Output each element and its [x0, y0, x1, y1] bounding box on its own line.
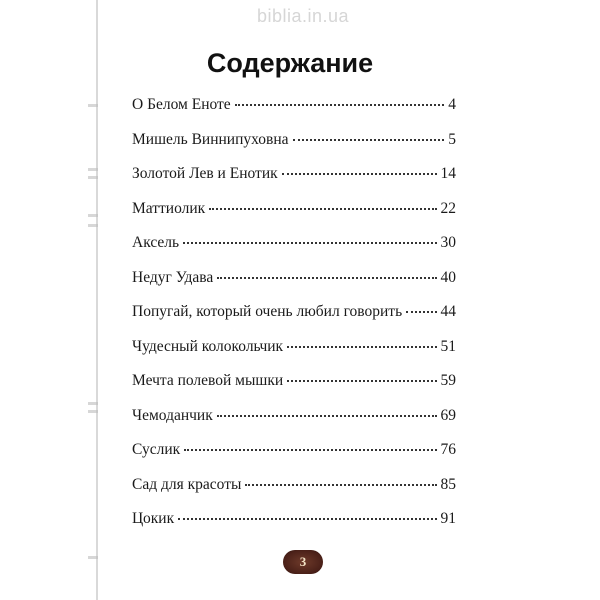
toc-entry-title: Маттиолик	[132, 199, 206, 217]
toc-entry-page: 76	[440, 441, 456, 458]
margin-scrap	[88, 104, 98, 107]
margin-scrap	[88, 176, 98, 179]
toc-entry-title: Мечта полевой мышки	[132, 372, 284, 389]
toc-entry-page: 59	[440, 372, 456, 389]
toc-entry-title: Недуг Удава	[132, 268, 214, 286]
table-of-contents	[132, 96, 456, 545]
toc-entry-page: 22	[440, 199, 456, 217]
toc-entry-title: Сад для красоты	[132, 475, 242, 493]
toc-entry	[132, 476, 456, 511]
toc-entry-title: Цокик	[132, 510, 175, 527]
previous-page-margin	[88, 0, 100, 600]
page-number-badge	[283, 550, 323, 574]
dot-leader	[287, 346, 436, 348]
toc-entry	[132, 372, 456, 407]
dot-leader	[235, 104, 445, 106]
dot-leader	[183, 242, 436, 244]
toc-entry-title: Аксель	[132, 234, 180, 251]
toc-entry-title: Чудесный колокольчик	[132, 337, 284, 355]
toc-entry	[132, 234, 456, 269]
toc-entry-title: О Белом Еноте	[132, 96, 231, 113]
margin-scrap	[88, 556, 98, 559]
toc-entry-page: 91	[440, 510, 456, 527]
toc-entry-title: Суслик	[132, 441, 181, 458]
dot-leader	[282, 173, 437, 175]
toc-entry-title: Золотой Лев и Енотик	[132, 165, 278, 182]
toc-entry	[132, 96, 456, 131]
margin-scrap	[88, 224, 98, 227]
dot-leader	[287, 380, 436, 382]
toc-entry-page: 51	[440, 337, 456, 355]
dot-leader	[178, 518, 436, 520]
dot-leader	[217, 415, 437, 417]
margin-scrap	[88, 168, 98, 171]
dot-leader	[245, 484, 436, 486]
toc-entry-page: 4	[448, 96, 456, 113]
toc-entry	[132, 131, 456, 166]
toc-entry-page: 85	[440, 475, 456, 493]
page-title: Содержание	[206, 48, 374, 78]
toc-entry-title: Чемоданчик	[132, 406, 213, 424]
toc-entry	[132, 441, 456, 476]
dot-leader	[406, 311, 436, 313]
toc-entry-title: Попугай, который очень любил говорить	[132, 303, 403, 320]
watermark: biblia.in.ua	[256, 6, 350, 26]
margin-scrap	[88, 214, 98, 217]
toc-entry-page: 14	[440, 165, 456, 182]
toc-entry-page: 69	[440, 406, 456, 424]
dot-leader	[217, 277, 436, 279]
dot-leader	[209, 208, 436, 210]
toc-entry	[132, 165, 456, 200]
toc-entry	[132, 269, 456, 304]
page-number: 3	[299, 554, 307, 569]
toc-entry-title: Мишель Виннипуховна	[132, 130, 289, 148]
toc-entry-page: 5	[448, 130, 456, 148]
toc-entry-page: 44	[440, 303, 456, 320]
margin-scrap	[88, 402, 98, 405]
dot-leader	[184, 449, 436, 451]
toc-entry-page: 40	[440, 268, 456, 286]
toc-entry	[132, 510, 456, 545]
toc-entry	[132, 303, 456, 338]
toc-entry	[132, 407, 456, 442]
dot-leader	[293, 139, 445, 141]
toc-entry	[132, 200, 456, 235]
toc-entry	[132, 338, 456, 373]
toc-entry-page: 30	[440, 234, 456, 251]
margin-scrap	[88, 410, 98, 413]
